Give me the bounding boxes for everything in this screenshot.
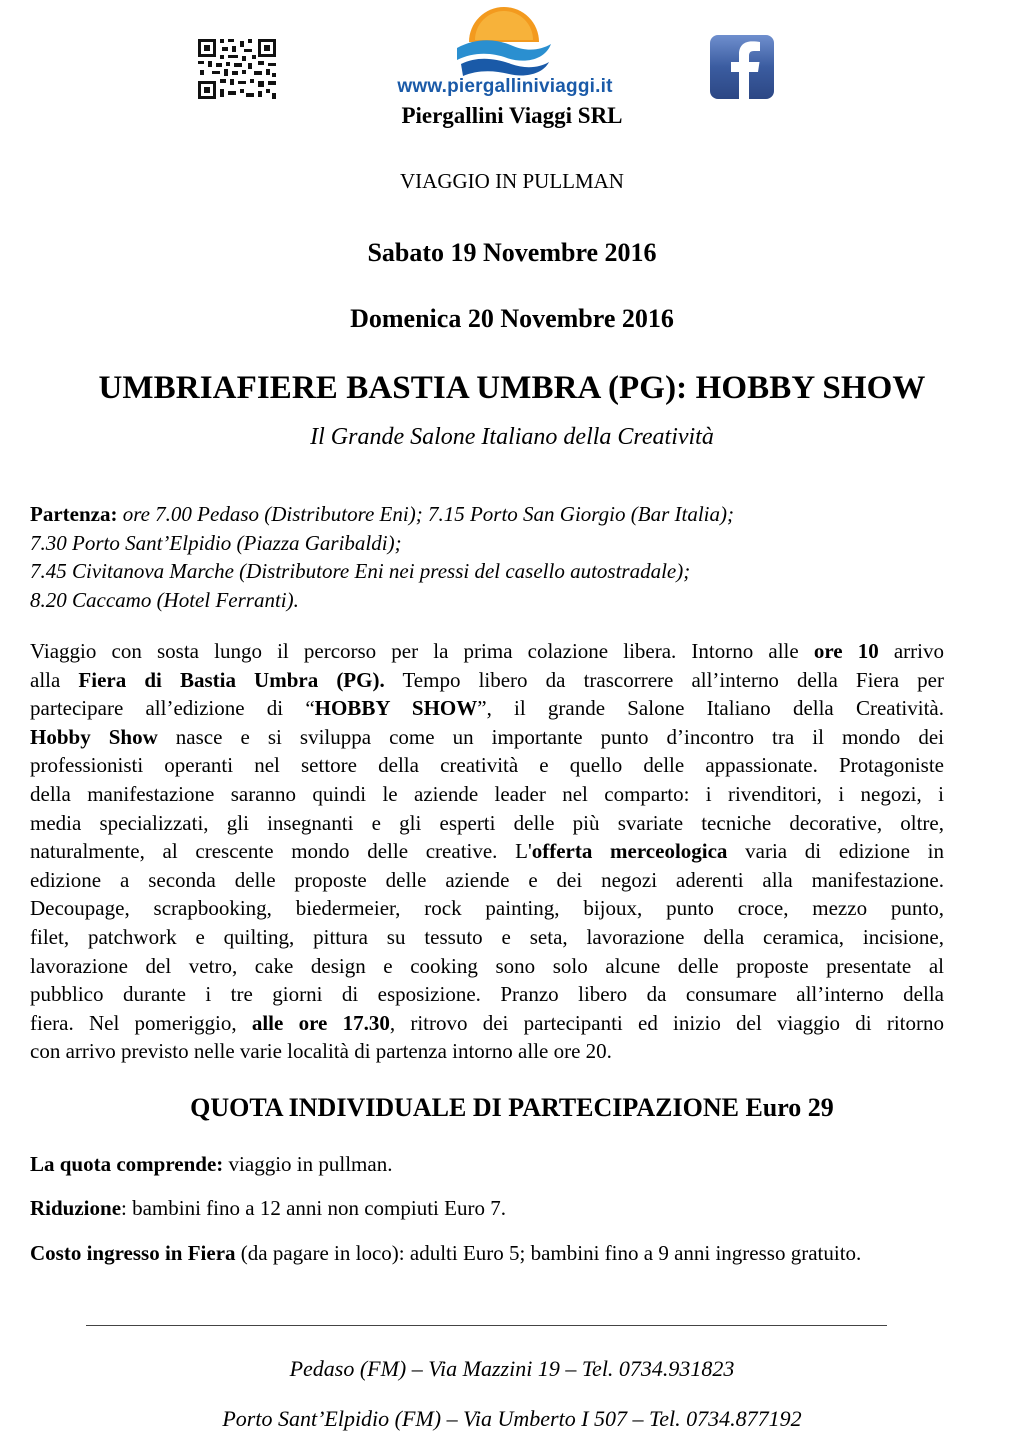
footer-divider xyxy=(86,1325,887,1326)
departure-line-3: 7.45 Civitanova Marche (Distributore Eni nei pressi del casello autostradale); xyxy=(30,559,691,584)
address-pedaso: Pedaso (FM) – Via Mazzini 19 – Tel. 0734.931823 xyxy=(289,1356,735,1381)
price-reduction: Riduzione: bambini fino a 12 anni non compiuti Euro 7. xyxy=(30,1196,506,1220)
description-line: lavorazione del vetro, cake design e cooking sono solo alcune delle proposte presentate al xyxy=(30,953,944,978)
address-porto-sant-elpidio: Porto Sant’Elpidio (FM) – Via Umberto I 507 – Tel. 0734.877192 xyxy=(222,1406,802,1431)
website-url[interactable]: www.piergalliniviaggi.it xyxy=(397,76,613,97)
company-name: Piergallini Viaggi SRL xyxy=(401,103,623,128)
description-line: edizione a seconda delle proposte delle aziende e dei negozi aderenti alla manifestazione. xyxy=(30,867,944,892)
qr-code-icon xyxy=(196,37,278,101)
description-line: Viaggio con sosta lungo il percorso per la prima colazione libera. Intorno alle ore 10 arrivo xyxy=(30,639,945,663)
departure-line-1: Partenza: ore 7.00 Pedaso (Distributore Eni); 7.15 Porto San Giorgio (Bar Italia); xyxy=(30,502,734,526)
trip-type: VIAGGIO IN PULLMAN xyxy=(400,169,624,193)
facebook-icon[interactable] xyxy=(709,34,775,100)
description-line: naturalmente, al crescente mondo delle creative. L'offerta merceologica varia di edizione in xyxy=(30,839,944,864)
fair-entry-cost: Costo ingresso in Fiera (da pagare in loco): adulti Euro 5; bambini fino a 9 anni ingresso gratuito. xyxy=(30,1241,862,1265)
departure-line-4: 8.20 Caccamo (Hotel Ferranti). xyxy=(30,587,299,612)
description-line: pubblico durante i tre giorni di esposizione. Pranzo libero da consumare all’interno della xyxy=(30,982,944,1007)
description-line: fiera. Nel pomeriggio, alle ore 17.30, ritrovo dei partecipanti ed inizio del viaggio di ritorno xyxy=(30,1010,944,1035)
trip-description xyxy=(30,637,944,1066)
description-line: alla Fiera di Bastia Umbra (PG). Tempo libero da trascorrere all’interno della Fiera per xyxy=(30,667,944,692)
departure-line-2: 7.30 Porto Sant’Elpidio (Piazza Garibaldi); xyxy=(30,530,402,555)
departure-section xyxy=(30,500,944,614)
description-line: Decoupage, scrapbooking, biedermeier, rock painting, bijoux, punto croce, mezzo punto, xyxy=(30,896,944,921)
price-heading: QUOTA INDIVIDUALE DI PARTECIPAZIONE Euro 29 xyxy=(190,1093,834,1122)
date-sunday: Domenica 20 Novembre 2016 xyxy=(350,304,674,333)
description-line: media specializzati, gli insegnanti e gli esperti delle più svariate tecniche decorative, oltre, xyxy=(30,810,944,835)
description-line: filet, patchwork e quilting, pittura su tessuto e seta, lavorazione della ceramica, incisione, xyxy=(30,924,944,949)
description-line: Hobby Show nasce e si sviluppa come un importante punto d’incontro tra il mondo dei xyxy=(30,724,944,749)
description-line: partecipare all’edizione di “HOBBY SHOW”, il grande Salone Italiano della Creatività. xyxy=(30,696,945,721)
event-title: UMBRIAFIERE BASTIA UMBRA (PG): HOBBY SHOW xyxy=(98,370,926,406)
description-line: con arrivo previsto nelle varie località di partenza intorno alle ore 20. xyxy=(30,1039,612,1064)
departure-label: Partenza: xyxy=(30,502,118,526)
description-line: professionisti operanti nel settore della creatività e quello delle appassionate. Protagoniste xyxy=(30,753,944,778)
sun-wave-logo-icon xyxy=(455,4,553,84)
price-includes: La quota comprende: viaggio in pullman. xyxy=(30,1152,393,1176)
description-line: della manifestazione saranno quindi le aziende leader nel comparto: i rivenditori, i negozi, i xyxy=(30,781,944,806)
event-subtitle: Il Grande Salone Italiano della Creatività xyxy=(310,424,714,450)
date-saturday: Sabato 19 Novembre 2016 xyxy=(367,238,657,267)
